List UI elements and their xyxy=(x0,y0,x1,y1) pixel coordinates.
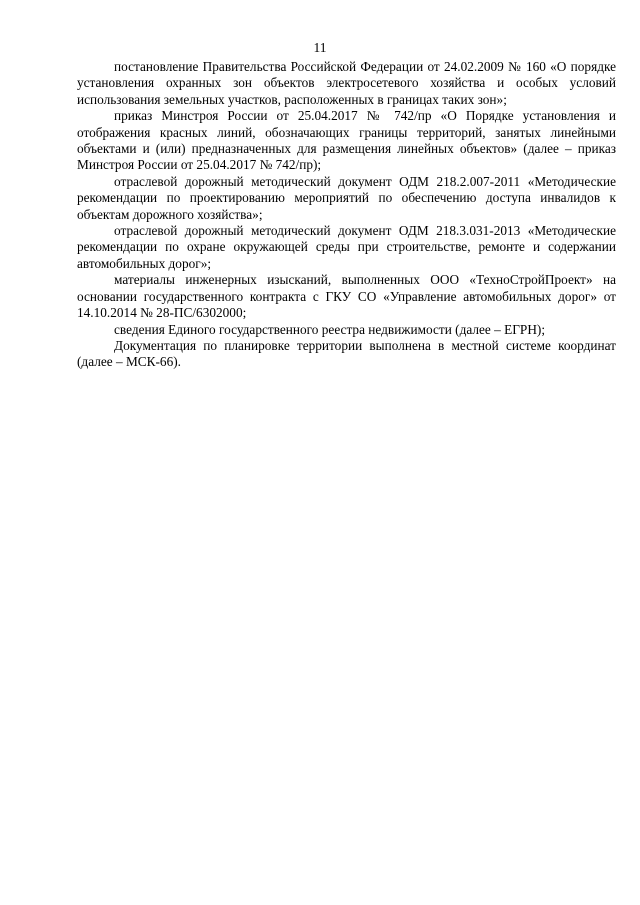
document-body xyxy=(77,59,616,371)
paragraph-odm-218-3-031: отраслевой дорожный методический документ ОДМ 218.3.031-2013 «Методические рекомендации по охране окружающей среды при строительстве, ремонте и содержании автомобильных дорог»; xyxy=(77,223,616,271)
paragraph-order-742: приказ Минстроя России от 25.04.2017 № 742/пр «О Порядке установления и отображения красных линий, обозначающих границы территорий, занятых линейными объектами и (или) предназначенных для размещения линейных объектов» (далее – приказ Минстроя России от 25.04.2017 № 742/пр); xyxy=(77,108,616,173)
paragraph-engineering-surveys: материалы инженерных изысканий, выполненных ООО «ТехноСтройПроект» на основании государственного контракта с ГКУ СО «Управление автомобильных дорог» от 14.10.2014 № 28-ПС/6302000; xyxy=(77,272,616,321)
paragraph-odm-218-2-007: отраслевой дорожный методический документ ОДМ 218.2.007-2011 «Методические рекомендации по проектированию мероприятий по обеспечению доступа инвалидов к объектам дорожного хозяйства»; xyxy=(77,173,616,222)
paragraph-coordinate-system: Документация по планировке территории выполнена в местной системе координат (далее – МСК-66). xyxy=(77,337,616,370)
page-number: 11 xyxy=(313,40,327,55)
paragraph-resolution-160: постановление Правительства Российской Федерации от 24.02.2009 № 160 «О порядке установления охранных зон объектов электросетевого хозяйства и особых условий использования земельных участков, расположенных в границах таких зон»; xyxy=(77,59,616,107)
paragraph-egrn: сведения Единого государственного реестра недвижимости (далее – ЕГРН); xyxy=(114,321,546,337)
